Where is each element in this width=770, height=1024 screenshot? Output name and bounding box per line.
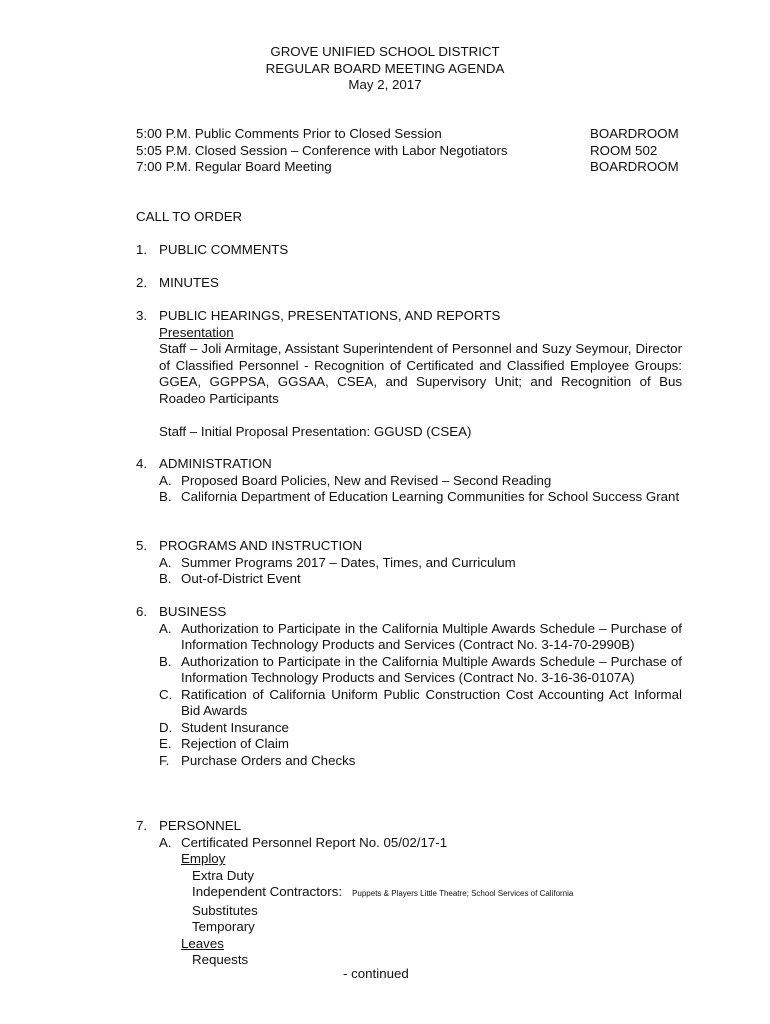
list-item <box>159 621 682 654</box>
list-item <box>159 555 682 572</box>
schedule-row <box>136 126 684 143</box>
section-number: 6. <box>136 604 148 619</box>
schedule-row <box>136 143 684 160</box>
item-text: Summer Programs 2017 – Dates, Times, and Curriculum <box>181 554 516 570</box>
independent-contractors-line <box>192 884 682 903</box>
section-public-hearings <box>136 308 682 440</box>
list-item <box>159 489 682 506</box>
item-letter: A. <box>159 472 172 488</box>
item-text: Purchase Orders and Checks <box>181 752 356 768</box>
list-item <box>159 571 682 588</box>
section-administration <box>136 456 682 506</box>
item-letter: C. <box>159 686 173 702</box>
list-item <box>159 736 682 753</box>
list-item <box>159 720 682 737</box>
item-letter: B. <box>159 571 172 586</box>
call-to-order: CALL TO ORDER <box>136 209 243 224</box>
temporary-line: Temporary <box>192 919 255 934</box>
item-letter: E. <box>159 736 172 751</box>
item-letter: B. <box>159 653 172 669</box>
district-name: GROVE UNIFIED SCHOOL DISTRICT <box>270 44 500 59</box>
schedule-room: ROOM 502 <box>590 142 658 158</box>
section-title: BUSINESS <box>159 604 227 619</box>
presentation-subheading: Presentation <box>159 324 234 340</box>
meeting-date: May 2, 2017 <box>348 77 422 92</box>
schedule-row <box>136 159 684 176</box>
continued-note: - continued <box>343 966 409 981</box>
substitutes-line: Substitutes <box>192 902 258 918</box>
section-number: 7. <box>136 818 148 833</box>
section-programs <box>136 538 682 588</box>
employ-subheading: Employ <box>181 851 226 866</box>
section-title: PERSONNEL <box>159 818 242 833</box>
list-item <box>159 835 682 969</box>
item-text: Authorization to Participate in the California Multiple Awards Schedule – Purchase of Information Technology Products and Services (Contract No. 3-14-70-2990B) <box>181 620 682 652</box>
item-text: Proposed Board Policies, New and Revised – Second Reading <box>181 472 552 488</box>
schedule-text: 7:00 P.M. Regular Board Meeting <box>136 159 332 174</box>
item-text: California Department of Education Learning Communities for School Success Grant <box>181 489 680 504</box>
leaves-subheading: Leaves <box>181 935 224 951</box>
schedule-room: BOARDROOM <box>590 126 679 141</box>
section-number: 2. <box>136 275 148 290</box>
item-text: Rejection of Claim <box>181 736 289 751</box>
independent-contractors-label: Independent Contractors: <box>192 884 343 899</box>
section-title: PROGRAMS AND INSTRUCTION <box>159 538 363 553</box>
section-number: 1. <box>136 242 148 257</box>
item-text: Certificated Personnel Report No. 05/02/17-1 <box>181 834 448 850</box>
meeting-schedule <box>136 126 684 176</box>
list-item <box>159 687 682 720</box>
section-number: 3. <box>136 308 148 323</box>
agenda-title: REGULAR BOARD MEETING AGENDA <box>265 60 505 76</box>
item-letter: B. <box>159 489 172 504</box>
presentation-paragraph: Staff – Initial Proposal Presentation: GGUSD (CSEA) <box>159 423 472 439</box>
item-letter: F. <box>159 752 170 768</box>
section-business <box>136 604 682 769</box>
item-letter: D. <box>159 719 173 735</box>
section-title: ADMINISTRATION <box>159 456 272 471</box>
presentation-paragraph: Staff – Joli Armitage, Assistant Superintendent of Personnel and Suzy Seymour, Director of Classified Personnel - Recognition of Certificated and Classified Employee Groups: GGEA, GGPPSA, GGSAA, CSEA, and Supervisory Unit; and Recognition of Bus Roadeo Participants <box>159 341 682 406</box>
section-public-comments <box>136 242 682 259</box>
section-personnel <box>136 818 682 969</box>
section-number: 5. <box>136 538 148 553</box>
section-title: MINUTES <box>159 275 219 290</box>
agenda-header <box>0 44 770 94</box>
list-item <box>159 473 682 490</box>
item-letter: A. <box>159 554 172 570</box>
section-title: PUBLIC COMMENTS <box>159 242 289 257</box>
schedule-text: 5:05 P.M. Closed Session – Conference with Labor Negotiators <box>136 142 508 158</box>
item-letter: A. <box>159 834 172 850</box>
section-number: 4. <box>136 456 148 471</box>
independent-contractors-note: Puppets & Players Little Theatre; School Services of California <box>352 889 574 898</box>
item-text: Authorization to Participate in the California Multiple Awards Schedule – Purchase of Information Technology Products and Services (Contract No. 3-16-36-0107A) <box>181 653 682 685</box>
item-text: Ratification of California Uniform Public Construction Cost Accounting Act Informal Bid Awards <box>181 686 682 718</box>
requests-line: Requests <box>192 952 249 967</box>
list-item <box>159 654 682 687</box>
list-item <box>159 753 682 770</box>
section-minutes <box>136 275 682 292</box>
schedule-text: 5:00 P.M. Public Comments Prior to Closed Session <box>136 126 442 141</box>
item-letter: A. <box>159 620 172 636</box>
item-text: Out-of-District Event <box>181 571 301 586</box>
item-text: Student Insurance <box>181 719 289 735</box>
extra-duty-line: Extra Duty <box>192 867 255 883</box>
section-title: PUBLIC HEARINGS, PRESENTATIONS, AND REPORTS <box>159 308 501 323</box>
schedule-room: BOARDROOM <box>590 159 679 174</box>
